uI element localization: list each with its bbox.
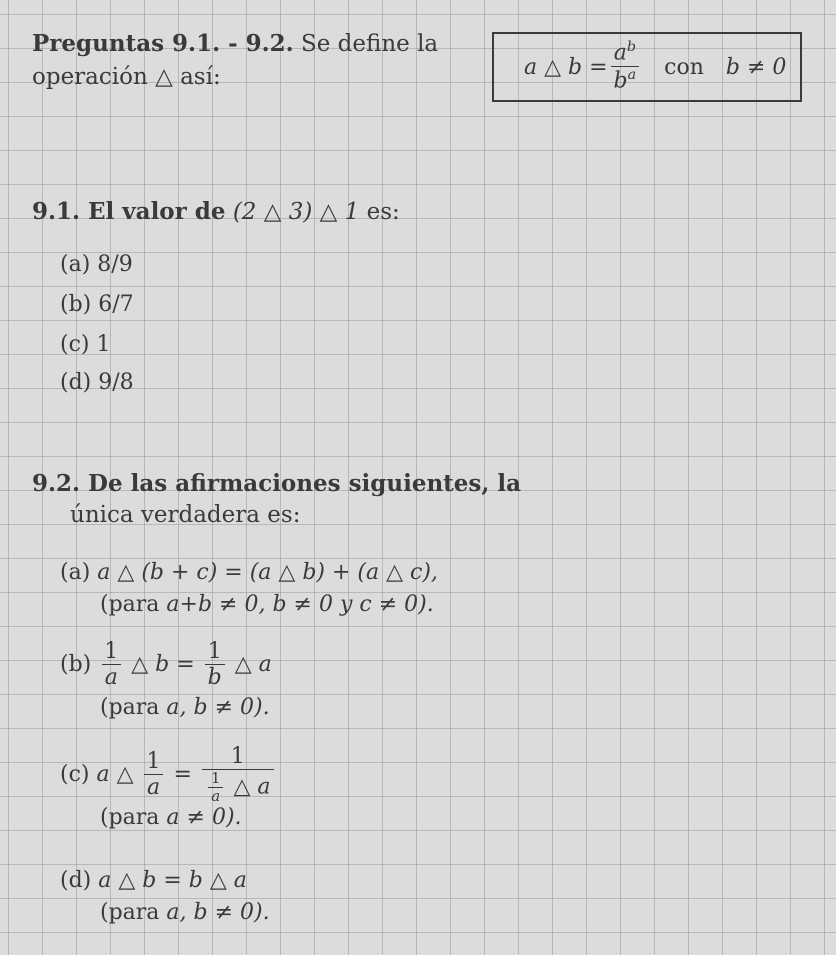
para-text: (para [100, 900, 160, 925]
q2-option-c[interactable] [60, 745, 277, 805]
option-label: (c) [60, 332, 90, 357]
fraction-one-over-b [205, 640, 225, 690]
question-group-title: Preguntas 9.1. - 9.2. [32, 30, 294, 57]
condition-text: a, b ≠ 0). [166, 695, 270, 720]
num-exp: b [626, 39, 636, 56]
definition-fraction [611, 40, 640, 93]
option-d-expr: a △ b = b △ a [98, 868, 247, 893]
header-text: Se define la [293, 31, 439, 57]
option-label: (a) [60, 252, 91, 277]
para-text: (para [100, 695, 160, 720]
option-c-start: a △ [96, 761, 134, 787]
definition-lhs: a △ b = [524, 54, 608, 80]
fraction-one-over-a [101, 640, 121, 690]
num-base: a [613, 40, 627, 66]
option-value: 6/7 [98, 292, 134, 317]
definition-con: con [664, 54, 704, 80]
frac-num: 1 [104, 639, 119, 664]
option-a-expr: a △ (b + c) = (a △ b) + (a △ c), [97, 560, 438, 585]
nested-tri-a: △ a [233, 774, 271, 800]
frac-num: 1 [210, 769, 221, 788]
fraction-small [208, 770, 224, 805]
header-line-2: operación △ así: [32, 64, 221, 90]
para-text: (para [100, 805, 160, 830]
question-9-2-line-2: única verdadera es: [70, 502, 301, 528]
den-base: b [613, 68, 628, 94]
frac-den: a [208, 787, 223, 805]
option-b-end: △ a [234, 652, 272, 678]
option-label: (d) [60, 370, 92, 395]
option-label: (c) [60, 761, 90, 787]
definition-condition: b ≠ 0 [725, 54, 787, 80]
header-line-1 [32, 30, 438, 57]
frac-num: 1 [230, 744, 245, 769]
q1-label: 9.1. El valor de [32, 198, 226, 225]
frac-den: a [102, 664, 121, 690]
q2-option-b[interactable] [60, 640, 272, 690]
equals-sign: = [173, 761, 192, 787]
q2-option-b-condition [100, 695, 270, 720]
fraction-one-over-a [144, 750, 164, 800]
frac-den: b [205, 664, 225, 690]
q1-option-a[interactable] [60, 252, 133, 277]
q1-suffix: es: [366, 199, 400, 225]
condition-text: a+b ≠ 0, b ≠ 0 y c ≠ 0). [166, 592, 434, 617]
option-label: (b) [60, 292, 92, 317]
option-label: (b) [60, 652, 92, 678]
q2-option-d-condition [100, 900, 270, 925]
condition-text: a, b ≠ 0). [166, 900, 270, 925]
frac-num: 1 [207, 639, 222, 664]
q1-option-d[interactable] [60, 370, 134, 395]
option-value: 9/8 [98, 370, 134, 395]
q1-option-c[interactable] [60, 332, 111, 357]
condition-text: a ≠ 0). [166, 805, 242, 830]
definition-box [492, 32, 802, 102]
frac-den [202, 769, 274, 805]
q2-option-a[interactable] [60, 560, 438, 585]
para-text: (para [100, 592, 160, 617]
option-label: (a) [60, 560, 91, 585]
question-9-2-line-1: 9.2. De las afirmaciones siguientes, la [32, 470, 522, 497]
q2-option-d[interactable] [60, 868, 247, 893]
option-value: 1 [96, 332, 111, 357]
q1-expr: (2 △ 3) △ 1 [232, 199, 360, 225]
q2-option-a-condition [100, 592, 434, 617]
question-9-1 [32, 198, 400, 225]
q1-option-b[interactable] [60, 292, 134, 317]
frac-den: a [144, 774, 163, 800]
den-exp: a [627, 66, 637, 83]
option-b-mid: △ b = [131, 652, 195, 678]
fraction-nested [202, 745, 274, 805]
option-label: (d) [60, 868, 92, 893]
frac-num: 1 [146, 748, 161, 774]
option-value: 8/9 [97, 252, 133, 277]
q2-option-c-condition [100, 805, 242, 830]
